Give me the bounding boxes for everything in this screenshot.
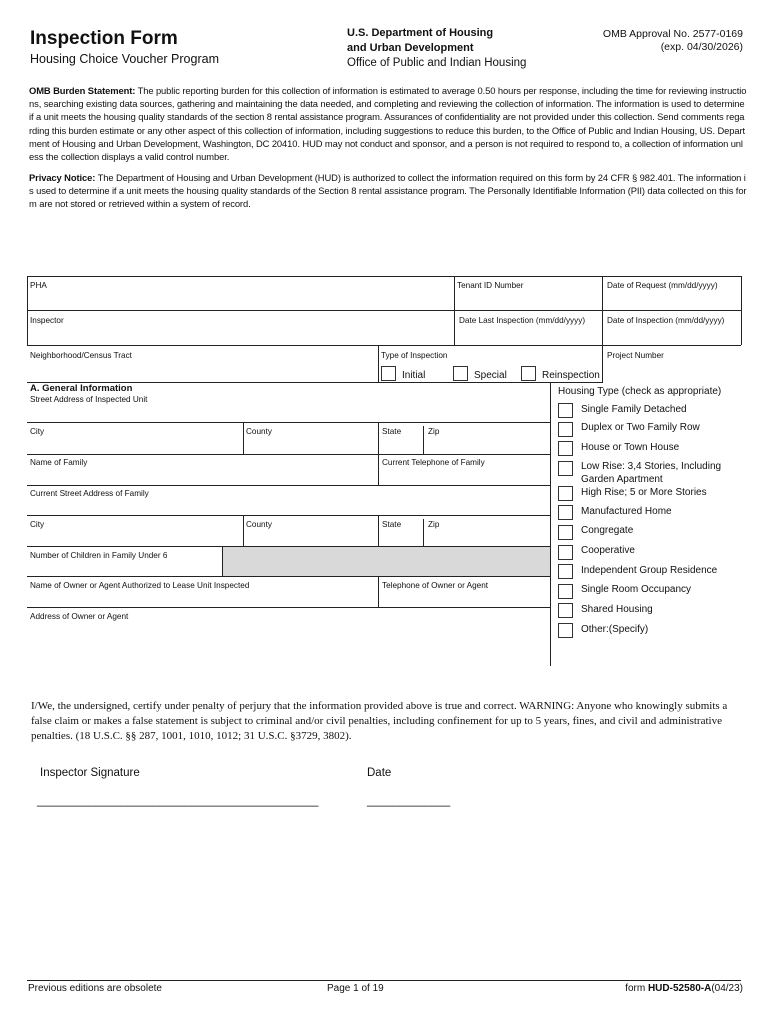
family-phone-label: Current Telephone of Family: [382, 458, 485, 467]
type-inspection-label: Type of Inspection: [381, 351, 448, 360]
house-town-label: House or Town House: [581, 442, 680, 453]
pha-label: PHA: [30, 281, 47, 290]
burden-statement: [29, 84, 747, 163]
housing-type-heading: Housing Type (check as appropriate): [558, 386, 722, 397]
other-label: Other:(Specify): [581, 624, 649, 635]
form-subtitle: Housing Choice Voucher Program: [30, 52, 219, 66]
neighborhood-label: Neighborhood/Census Tract: [30, 351, 132, 360]
cooperative-checkbox[interactable]: [558, 545, 573, 560]
special-checkbox[interactable]: [453, 366, 468, 381]
manufactured-checkbox[interactable]: [558, 505, 573, 520]
manufactured-label: Manufactured Home: [581, 506, 672, 517]
form-number: [625, 983, 743, 994]
date-label: Date: [367, 767, 392, 779]
sro-label: Single Room Occupancy: [581, 584, 692, 595]
independent-checkbox[interactable]: [558, 564, 573, 579]
owner-phone-label: Telephone of Owner or Agent: [382, 581, 489, 590]
duplex-label: Duplex or Two Family Row: [581, 422, 700, 433]
shared-label: Shared Housing: [581, 604, 653, 615]
duplex-checkbox[interactable]: [558, 422, 573, 437]
owner-address-label: Address of Owner or Agent: [30, 612, 129, 621]
county-label-2: County: [246, 520, 272, 529]
owner-name-label: Name of Owner or Agent Authorized to Lease Unit Inspected: [30, 581, 250, 590]
high-rise-checkbox[interactable]: [558, 486, 573, 501]
department-line-1: U.S. Department of Housing: [347, 27, 494, 39]
initial-checkbox[interactable]: [381, 366, 396, 381]
zip-label-2: Zip: [428, 520, 440, 529]
form-id: HUD-52580-A: [647, 983, 712, 994]
footer-obsolete-note: Previous editions are obsolete: [28, 983, 162, 994]
city-label-2: City: [30, 520, 45, 529]
other-checkbox[interactable]: [558, 623, 573, 638]
date-inspection-label: Date of Inspection (mm/dd/yyyy): [607, 316, 725, 325]
house-town-checkbox[interactable]: [558, 441, 573, 456]
state-label: State: [382, 427, 402, 436]
date-last-inspection-label: Date Last Inspection (mm/dd/yyyy): [459, 316, 586, 325]
privacy-label: Privacy Notice:: [29, 172, 96, 183]
independent-label: Independent Group Residence: [581, 565, 718, 576]
omb-expiration: (exp. 04/30/2026): [660, 41, 743, 53]
project-number-label: Project Number: [607, 351, 664, 360]
form-prefix: form: [625, 983, 648, 994]
state-label-2: State: [382, 520, 402, 529]
date-request-label: Date of Request (mm/dd/yyyy): [607, 281, 718, 290]
reinspection-label: Reinspection: [542, 370, 600, 381]
low-rise-checkbox[interactable]: [558, 461, 573, 476]
family-name-label: Name of Family: [30, 458, 88, 467]
county-label: County: [246, 427, 272, 436]
low-rise-label-2: Garden Apartment: [581, 474, 663, 485]
department-line-2: and Urban Development: [347, 42, 474, 54]
family-address-label: Current Street Address of Family: [30, 489, 149, 498]
cooperative-label: Cooperative: [581, 545, 635, 556]
date-line[interactable]: _____________: [367, 795, 451, 807]
burden-text: The public reporting burden for this collection of information is estimated to average 0.50 hours per response, including the time for reviewing instructions, searching existing data sources, gathering and maintaining the data needed, and completing and reviewing the collection of information. The information is used to determine if a unit meets the housing quality standards of the section 8 rental assistance program. Assurances of confidentiality are not provided under this collection. Send comments regarding this burden estimate or any other aspect of this collection of information, including suggestions to reduce this burden, to the Office of Public and Indian Housing, US. Department of Housing and Urban Development, Washington, DC 20410. HUD may not conduct and sponsor, and a person is not required to respond to, a collection of information unless the collection displays a valid control number.: [29, 85, 747, 163]
burden-label: OMB Burden Statement:: [29, 85, 136, 96]
city-label: City: [30, 427, 45, 436]
single-family-checkbox[interactable]: [558, 403, 573, 418]
privacy-text: The Department of Housing and Urban Development (HUD) is authorized to collect the information required on this form by 24 CFR § 982.401. The information is used to determine if a unit meets the housing quality standards of the Section 8 rental assistance program. The Personally Identifiable Information (PII) data collected on this form are not stored or retrieved within a system of record.: [29, 172, 747, 210]
zip-label: Zip: [428, 427, 440, 436]
low-rise-label-1: Low Rise: 3,4 Stories, Including: [581, 461, 722, 472]
form-title: Inspection Form: [30, 28, 178, 49]
street-address-label: Street Address of Inspected Unit: [30, 395, 148, 404]
congregate-label: Congregate: [581, 525, 634, 536]
initial-label: Initial: [402, 370, 426, 381]
inspector-signature-label: Inspector Signature: [40, 767, 140, 779]
children-label: Number of Children in Family Under 6: [30, 551, 168, 560]
certification-statement: I/We, the undersigned, certify under penalty of perjury that the information provided above is true and correct. WARNING: Anyone who knowingly submits a false claim or makes a false statement is subject to criminal and/or civil penalties, including confinement for up to 5 years, fines, and civil and administrative penalties. (18 U.S.C. §§ 287, 1001, 1010, 1012; 31 U.S.C. §3729, 3802).: [31, 700, 728, 742]
special-label: Special: [474, 370, 507, 381]
inspector-signature-line[interactable]: ____________________________________________: [37, 795, 319, 807]
inspector-label: Inspector: [30, 316, 64, 325]
high-rise-label: High Rise; 5 or More Stories: [581, 487, 707, 498]
congregate-checkbox[interactable]: [558, 525, 573, 540]
reinspection-checkbox[interactable]: [521, 366, 536, 381]
page-number: Page 1 of 19: [327, 983, 384, 994]
shared-checkbox[interactable]: [558, 603, 573, 618]
omb-approval-number: OMB Approval No. 2577-0169: [602, 28, 743, 40]
children-shaded-area: [223, 547, 550, 576]
privacy-notice: [29, 171, 747, 211]
section-a-heading: A. General Information: [30, 383, 133, 394]
tenant-id-label: Tenant ID Number: [457, 281, 524, 290]
single-family-label: Single Family Detached: [581, 404, 687, 415]
office-line: Office of Public and Indian Housing: [347, 57, 527, 69]
form-revision: (04/23): [711, 983, 743, 994]
sro-checkbox[interactable]: [558, 584, 573, 599]
